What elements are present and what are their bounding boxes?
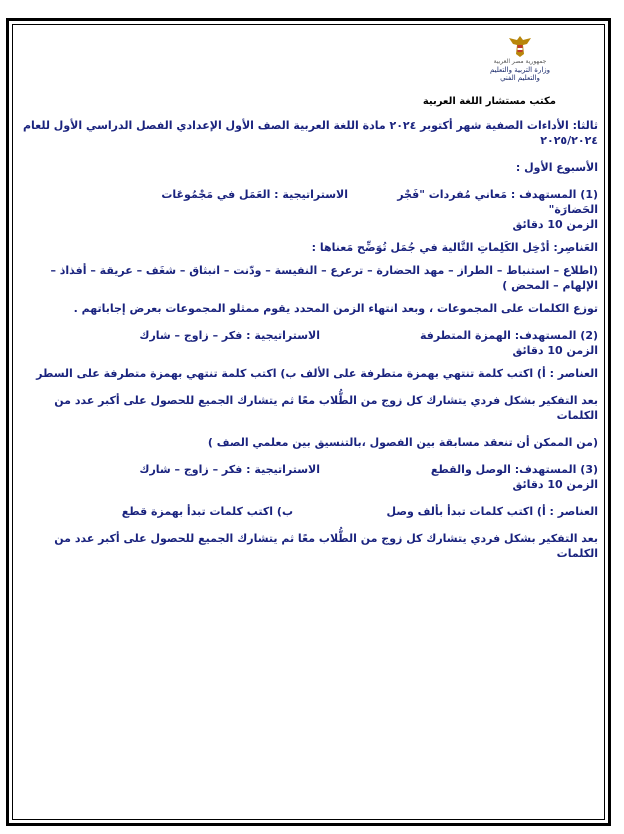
item-1-strategy: الاستراتيجية : العَمَل في مَجْمُوعَات: [161, 188, 348, 201]
logo-text-2: وزارة التربية والتعليم: [489, 66, 551, 74]
item-1-header: [22, 187, 598, 217]
logo-text-1: جمهورية مصر العربية: [493, 58, 547, 65]
item-3-time: الزمن 10 دقائق: [512, 478, 598, 491]
item-1-elements: العَناصِر: أدْخِل الكَلِماتِ التَّالية في جُمَل تُوَضِّح مَعناها :: [311, 241, 598, 254]
item-2-header: [22, 328, 598, 343]
document-title: ثالثا: الأداءات الصفية شهر أكتوبر ٢٠٢٤ مادة اللغة العربية الصف الأول الإعدادي الفصل الدراسي الأول للعام ٢٠٢٥/٢٠٢٤: [22, 119, 598, 147]
item-2-extra: (من الممكن أن تنعقد مسابقة بين الفصول ،بالتنسيق بين معلمي الصف ): [207, 436, 598, 449]
item-2-target: (2) المستهدف: الهمزة المتطرفة: [419, 329, 598, 342]
office-name: مكتب مستشار اللغة العربية: [422, 96, 556, 107]
item-3-element-b: ب) اكتب كلمات تبدأ بهمزة قطع: [121, 505, 293, 518]
eagle-emblem-icon: [505, 34, 535, 58]
item-1-note: توزع الكلمات على المجموعات ، وبعد انتهاء الزمن المحدد يقوم ممثلو المجموعات بعرض إجاباتهم .: [73, 302, 598, 315]
item-3-note: بعد التفكير بشكل فردي يتشارك كل زوج من الطُّلاب معًا ثم يتشارك الجميع للحصول على أكبر عدد من الكلمات: [54, 532, 598, 560]
item-2-time: الزمن 10 دقائق: [512, 344, 598, 357]
document-body: [22, 96, 598, 561]
week-heading: الأسبوع الأول :: [515, 161, 598, 174]
item-3-target: (3) المستهدف: الوصل والقطع: [430, 463, 598, 476]
ministry-logo: [478, 34, 562, 94]
item-1-time: الزمن 10 دقائق: [512, 218, 598, 231]
item-1-target: (1) المستهدف : مَعاني مُفردات "فَجْر الحَضارَة": [397, 188, 598, 216]
item-2-strategy: الاستراتيجية : فكر – زاوج – شارك: [139, 329, 320, 342]
item-3-header: [22, 462, 598, 477]
item-3-element-a: العناصر : أ) اكتب كلمات تبدأ بألف وصل: [386, 505, 598, 518]
item-3-elements: [22, 504, 598, 519]
item-1-words: (اطلاع – استنباط – الطراز – مهد الحضارة – ترعرع – النفيسة – ودّنت – انبثاق – شغَف – عريقة – أفذاذ – الإلهام – المحض ): [50, 264, 598, 292]
item-2-note: بعد التفكير بشكل فردي يتشارك كل زوج من الطُّلاب معًا ثم يتشارك الجميع للحصول على أكبر عدد من الكلمات: [54, 394, 598, 422]
logo-text-3: والتعليم الفني: [500, 74, 540, 82]
item-2-elements: العناصر : أ) اكتب كلمة تنتهي بهمزة متطرفة على الألف ب) اكتب كلمة تنتهي بهمزة متطرفة على السطر: [36, 367, 598, 380]
item-3-strategy: الاستراتيجية : فكر – زاوج – شارك: [139, 463, 320, 476]
